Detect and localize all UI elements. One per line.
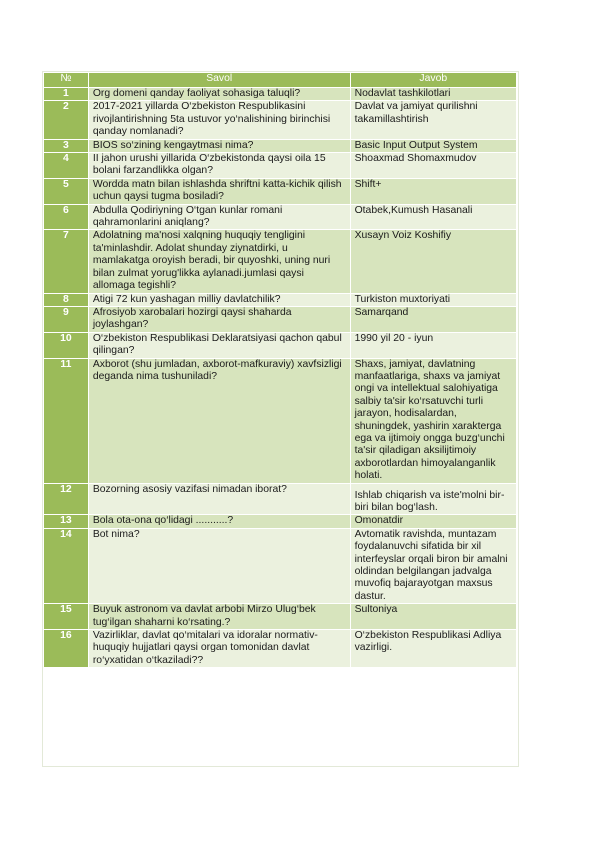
header-number: № [44, 73, 89, 88]
row-number: 5 [44, 178, 89, 204]
table-row [44, 230, 517, 293]
row-answer: Shift+ [350, 178, 516, 204]
row-question: Wordda matn bilan ishlashda shriftni katta-kichik qilish uchun qaysi tugma bosiladi? [88, 178, 350, 204]
header-answer: Javob [350, 73, 516, 88]
row-question: Bot nima? [88, 528, 350, 603]
row-number: 11 [44, 358, 89, 483]
row-answer: 1990 yil 20 - iyun [350, 332, 516, 358]
row-answer: Samarqand [350, 306, 516, 332]
row-question: O‘zbekiston Respublikasi Deklaratsiyasi qachon qabul qilingan? [88, 332, 350, 358]
table-row [44, 88, 517, 101]
row-question: Axborot (shu jumladan, axborot-mafkuraviy) xavfsizligi deganda nima tushuniladi? [88, 358, 350, 483]
row-answer: Shaxs, jamiyat, davlatning manfaatlariga, shaxs va jamiyat ongi va intellektual salohiyatiga salbiy ta'sir ko‘rsatuvchi turli jarayon, hodisalardan, shuningdek, yashirin xarakterga ega va ijtimoiy ongga buzg‘unchi ta'sir qiladigan aksilijtimoiy axborotlardan himoyalanganlik holati. [350, 358, 516, 483]
table-body [44, 88, 517, 668]
row-number: 4 [44, 153, 89, 179]
table-row [44, 306, 517, 332]
row-answer: Turkiston muxtoriyati [350, 293, 516, 306]
header-question: Savol [88, 73, 350, 88]
row-question: Adolatning ma'nosi xalqning huquqiy tengligini ta'minlashdir. Adolat shunday ziynatdirki, u mamlakatga oroyish beradi, bir quyoshki, uning nuri bilan zulmat yorug'likka aylanadi.jumlasi qaysi allomaga tegishli? [88, 230, 350, 293]
table-row [44, 293, 517, 306]
table-row [44, 139, 517, 152]
row-number: 12 [44, 483, 89, 515]
row-answer: Sultoniya [350, 604, 516, 630]
table-header-row [44, 73, 517, 88]
row-number: 16 [44, 630, 89, 668]
row-question: Bola ota-ona qo‘lidagi ...........? [88, 515, 350, 528]
table-row [44, 630, 517, 668]
row-question: Org domeni qanday faoliyat sohasiga taluqli? [88, 88, 350, 101]
table-row [44, 204, 517, 230]
row-question: II jahon urushi yillarida O‘zbekistonda qaysi oila 15 bolani farzandlikka olgan? [88, 153, 350, 179]
row-number: 7 [44, 230, 89, 293]
row-question: Afrosiyob xarobalari hozirgi qaysi shaharda joylashgan? [88, 306, 350, 332]
row-answer: Basic Input Output System [350, 139, 516, 152]
table-row [44, 528, 517, 603]
row-answer: Xusayn Voiz Koshifiy [350, 230, 516, 293]
row-number: 1 [44, 88, 89, 101]
row-question: BIOS so‘zining kengaytmasi nima? [88, 139, 350, 152]
table-row [44, 332, 517, 358]
row-number: 2 [44, 101, 89, 139]
row-question: Bozorning asosiy vazifasi nimadan iborat? [88, 483, 350, 515]
row-question: 2017-2021 yillarda O‘zbekiston Respublikasini rivojlantirishning 5ta ustuvor yo‘nalishining birinchisi qanday nomlanadi? [88, 101, 350, 139]
row-question: Atigi 72 kun yashagan milliy davlatchilik? [88, 293, 350, 306]
table-row [44, 604, 517, 630]
row-answer: Avtomatik ravishda, muntazam foydalanuvchi sifatida bir xil interfeyslar orqali biron bir amalni oldindan belgilangan jadvalga muvofiq bajarayotgan maxsus dastur. [350, 528, 516, 603]
table-row [44, 153, 517, 179]
row-answer: Ishlab chiqarish va iste'molni bir-biri bilan bog‘lash. [350, 483, 516, 515]
row-number: 14 [44, 528, 89, 603]
table-row [44, 101, 517, 139]
row-answer: O‘zbekiston Respublikasi Adliya vazirligi. [350, 630, 516, 668]
row-number: 13 [44, 515, 89, 528]
qa-table [43, 72, 517, 668]
row-number: 6 [44, 204, 89, 230]
row-question: Abdulla Qodiriyning O‘tgan kunlar romani qahramonlarini aniqlang? [88, 204, 350, 230]
table-row [44, 178, 517, 204]
row-number: 9 [44, 306, 89, 332]
row-number: 8 [44, 293, 89, 306]
row-answer: Shoaxmad Shomaxmudov [350, 153, 516, 179]
row-answer: Omonatdir [350, 515, 516, 528]
table-row [44, 515, 517, 528]
table-row [44, 358, 517, 483]
row-number: 15 [44, 604, 89, 630]
row-question: Vazirliklar, davlat qo‘mitalari va idoralar normativ-huquqiy hujjatlari qaysi organ tomonidan davlat ro‘yxatidan o‘tkaziladi?? [88, 630, 350, 668]
row-answer: Nodavlat tashkilotlari [350, 88, 516, 101]
table-row [44, 483, 517, 515]
row-answer: Otabek,Kumush Hasanali [350, 204, 516, 230]
row-number: 10 [44, 332, 89, 358]
row-number: 3 [44, 139, 89, 152]
row-answer: Davlat va jamiyat qurilishni takamillashtirish [350, 101, 516, 139]
row-question: Buyuk astronom va davlat arbobi Mirzo Ulug‘bek tug‘ilgan shaharni ko‘rsating.? [88, 604, 350, 630]
